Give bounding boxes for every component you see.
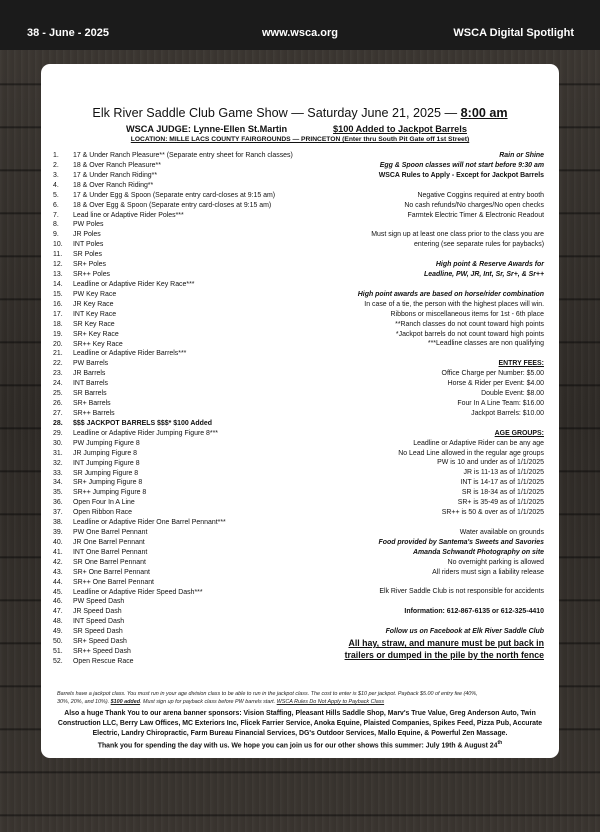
- class-number: 26.: [53, 400, 63, 408]
- show-title: Elk River Saddle Club Game Show — Saturday June 21, 2025 — 8:00 am: [92, 106, 508, 120]
- class-name: SR Speed Dash: [73, 628, 123, 636]
- show-flyer: [41, 64, 559, 758]
- class-number: 37.: [53, 509, 63, 517]
- class-number: 1.: [53, 152, 59, 159]
- class-name: Leadline or Adaptive Rider Speed Dash***: [73, 588, 203, 596]
- class-name: SR++ Speed Dash: [73, 648, 131, 656]
- class-number: 12.: [53, 261, 63, 269]
- entry-fees-heading: ENTRY FEES:: [498, 360, 544, 368]
- closing-thanks: Thank you for spending the day with us. We hope you can join us for our other shows this summer: July 19th & August 24th: [97, 740, 503, 750]
- fee-line: Office Charge per Number: $5.00: [441, 370, 544, 378]
- publication-name: WSCA Digital Spotlight: [453, 27, 574, 39]
- class-name: PW Key Race: [73, 290, 117, 298]
- fee-line: Four In A Line Team: $16.00: [457, 399, 544, 407]
- liability-note: Elk River Saddle Club is not responsible for accidents: [379, 588, 544, 596]
- food-note: Food provided by Santema's Sweets and Savories: [378, 538, 544, 546]
- class-name: Open Four In A Line: [73, 499, 135, 507]
- class-name: INT Poles: [73, 241, 104, 249]
- age-line: PW is 10 and under as of 1/1/2025: [437, 459, 544, 467]
- class-name: PW Jumping Figure 8: [73, 439, 140, 447]
- class-number: 50.: [53, 638, 63, 646]
- class-number: 41.: [53, 548, 63, 556]
- class-name: SR+ One Barrel Pennant: [73, 568, 150, 576]
- class-number: 15.: [53, 290, 63, 298]
- sponsors-thanks: Also a huge Thank You to our arena banner sponsors: Vision Staffing, Pleasant Hills Saddle Shop, Marv's True Value, Greg Anderson Auto, Twin Construction LLC, Berry Law Offices, MC Exteriors Inc, Flicek Farrier Service, Anoka Equine, Plaisted Companies, Spikes Feed, Pizza Pub, Accurate Electric, Landry Chiropractic, Farm Bureau Financial Services, DG's Outdoor Services, Mallo Equine, & Powerful Zen Massage.: [57, 710, 543, 738]
- egg-spoon-note: Egg & Spoon classes will not start before 9:30 am: [379, 161, 544, 169]
- hay-note-2: trailers or dumped in the pile by the north fence: [344, 650, 544, 661]
- class-number: 19.: [53, 330, 63, 338]
- photo-note: Amanda Schwandt Photography on site: [412, 548, 544, 556]
- jackpot-note: *Jackpot barrels do not count toward high points: [395, 330, 544, 338]
- class-number: 14.: [53, 280, 63, 288]
- jackpot-fine-print: Barrels have a jackpot class. You must run in your age division class to be able to run in the jackpot class. The cost to enter is $10 per jackpot. Payback $5.00 of entry fee (40%, 30%, 20%, and 10%). $100 added. Must sign up for payback class before PW barrels start. WSCA Rules Do Not Apply to Payback Class: [57, 691, 478, 705]
- facebook-note: Follow us on Facebook at Elk River Saddle Club: [385, 628, 544, 636]
- class-number: 30.: [53, 439, 63, 447]
- class-number: 43.: [53, 568, 63, 576]
- class-number: 3.: [53, 171, 59, 179]
- class-name: Leadline or Adaptive Rider Key Race***: [73, 280, 195, 288]
- class-number: 32.: [53, 459, 63, 467]
- class-number: 27.: [53, 409, 63, 417]
- class-name: JR Poles: [73, 231, 101, 239]
- hay-note-1: All hay, straw, and manure must be put back in: [348, 638, 544, 649]
- class-number: 47.: [53, 608, 63, 616]
- parking-note: No overnight parking is allowed: [447, 558, 544, 566]
- class-number: 10.: [53, 241, 63, 249]
- class-number: 22.: [53, 360, 63, 368]
- class-number: 28.: [53, 419, 63, 427]
- class-number: 39.: [53, 529, 63, 537]
- class-number: 5.: [53, 191, 59, 199]
- class-number: 8.: [53, 221, 59, 229]
- show-time: 8:00 am: [460, 106, 508, 120]
- refund-note: No cash refunds/No charges/No open checks: [404, 201, 544, 209]
- class-number: 46.: [53, 598, 63, 606]
- location: LOCATION: MILLE LACS COUNTY FAIRGROUNDS — PRINCETON (Enter thru South Pit Gate off 1st Street): [130, 136, 470, 143]
- class-number: 17.: [53, 310, 63, 318]
- fee-line: Horse & Rider per Event: $4.00: [447, 380, 544, 388]
- age-line: JR is 11-13 as of 1/1/2025: [463, 469, 544, 477]
- rain-note: Rain or Shine: [499, 152, 544, 159]
- coggins-note: Negative Coggins required at entry booth: [417, 191, 544, 199]
- show-info: [284, 151, 544, 661]
- age-line: SR+ is 35-49 as of 1/1/2025: [457, 499, 544, 507]
- class-number: 13.: [53, 271, 63, 279]
- fee-line: Jackpot Barrels: $10.00: [471, 409, 544, 417]
- class-number: 21.: [53, 350, 63, 358]
- water-note: Water available on grounds: [459, 528, 544, 536]
- page-number-date: 38 - June - 2025: [27, 27, 109, 39]
- class-name: INT Jumping Figure 8: [73, 459, 140, 467]
- class-name: INT Barrels: [73, 380, 108, 388]
- class-name: SR One Barrel Pennant: [73, 558, 146, 566]
- class-name: SR+ Speed Dash: [73, 638, 127, 646]
- class-number: 25.: [53, 390, 63, 398]
- site-url: www.wsca.org: [261, 27, 338, 39]
- class-name: 17 & Under Ranch Riding**: [73, 171, 158, 179]
- class-name: SR Key Race: [73, 320, 115, 328]
- age-line: Leadline or Adaptive Rider can be any age: [413, 439, 544, 447]
- class-name: SR Poles: [73, 251, 102, 259]
- timer-note: Farmtek Electric Timer & Electronic Readout: [407, 211, 544, 219]
- class-name: SR++ Barrels: [73, 409, 115, 417]
- class-name: SR+ Barrels: [73, 400, 111, 408]
- class-name: Open Ribbon Race: [73, 509, 133, 517]
- class-number: 9.: [53, 231, 59, 239]
- class-name: SR Jumping Figure 8: [73, 469, 139, 477]
- class-name: SR++ Jumping Figure 8: [73, 489, 147, 497]
- class-number: 18.: [53, 320, 63, 328]
- class-name: Leadline or Adaptive Rider One Barrel Pennant***: [73, 519, 226, 527]
- class-name: SR+ Poles: [73, 261, 106, 269]
- class-name: PW Poles: [73, 221, 104, 229]
- class-number: 34.: [53, 479, 63, 487]
- class-name: SR Barrels: [73, 390, 107, 398]
- class-number: 49.: [53, 628, 63, 636]
- page-header: [0, 0, 600, 50]
- class-name: JR Barrels: [73, 370, 106, 378]
- class-number: 4.: [53, 181, 59, 189]
- class-number: 33.: [53, 469, 63, 477]
- class-name: INT One Barrel Pennant: [73, 548, 148, 556]
- class-number: 51.: [53, 648, 63, 656]
- class-number: 44.: [53, 578, 63, 586]
- fee-line: Double Event: $8.00: [481, 390, 544, 398]
- highpoint-note-1: High point & Reserve Awards for: [435, 261, 544, 269]
- class-name: Open Rescue Race: [73, 658, 134, 666]
- rules-note: WSCA Rules to Apply - Except for Jackpot Barrels: [378, 171, 544, 179]
- added-money: $100 Added to Jackpot Barrels: [333, 124, 467, 134]
- class-name: JR Jumping Figure 8: [73, 449, 138, 457]
- class-number: 24.: [53, 380, 63, 388]
- class-number: 35.: [53, 489, 63, 497]
- class-name: 18 & Over Ranch Pleasure**: [73, 161, 161, 169]
- class-name: PW One Barrel Pennant: [73, 529, 148, 537]
- class-name: Leadline or Adaptive Rider Jumping Figure 8***: [73, 429, 219, 437]
- age-line: No Lead Line allowed in the regular age groups: [398, 449, 544, 457]
- class-name: PW Speed Dash: [73, 598, 125, 606]
- ranch-note: **Ranch classes do not count toward high points: [395, 320, 544, 328]
- class-number: 45.: [53, 588, 63, 596]
- class-name: 18 & Over Ranch Riding**: [73, 181, 154, 189]
- class-number: 31.: [53, 449, 63, 457]
- class-name: SR+ Jumping Figure 8: [73, 479, 143, 487]
- ribbons-note: Ribbons or miscellaneous items for 1st - 6th place: [390, 310, 544, 318]
- class-number: 40.: [53, 538, 63, 546]
- waiver-note: All riders must sign a liability release: [432, 568, 544, 576]
- tie-note: In case of a tie, the person with the highest places will win.: [364, 300, 544, 308]
- class-number: 20.: [53, 340, 63, 348]
- class-number: 36.: [53, 499, 63, 507]
- judge-name: WSCA JUDGE: Lynne-Ellen St.Martin: [126, 124, 288, 134]
- class-name: $$$ JACKPOT BARRELS $$$* $100 Added: [73, 419, 212, 427]
- signup-note-2: entering (see separate rules for paybacks): [414, 241, 544, 249]
- age-line: INT is 14-17 as of 1/1/2025: [460, 479, 544, 487]
- signup-note-1: Must sign up at least one class prior to the class you are: [371, 231, 544, 239]
- class-number: 23.: [53, 370, 63, 378]
- class-name: INT Key Race: [73, 310, 117, 318]
- class-name: Lead line or Adaptive Rider Poles***: [73, 211, 184, 219]
- highpoint-note-3: High point awards are based on horse/rider combination: [357, 290, 544, 298]
- class-number: 11.: [53, 251, 63, 259]
- class-number: 38.: [53, 519, 63, 527]
- class-name: SR++ Key Race: [73, 340, 123, 348]
- class-name: 17 & Under Egg & Spoon (Separate entry card-closes at 9:15 am): [73, 191, 276, 199]
- age-line: SR++ is 50 & over as of 1/1/2025: [441, 509, 544, 517]
- class-number: 42.: [53, 558, 63, 566]
- class-number: 48.: [53, 618, 63, 626]
- class-number: 2.: [53, 161, 59, 169]
- class-name: SR++ Poles: [73, 271, 111, 279]
- class-name: Leadline or Adaptive Rider Barrels***: [73, 350, 187, 358]
- class-name: SR++ One Barrel Pennant: [73, 578, 154, 586]
- highpoint-note-2: Leadline, PW, JR, Int, Sr, Sr+, & Sr++: [424, 271, 544, 279]
- class-name: 17 & Under Ranch Pleasure** (Separate entry sheet for Ranch classes): [73, 152, 293, 159]
- class-name: INT Speed Dash: [73, 618, 125, 626]
- class-name: SR+ Key Race: [73, 330, 119, 338]
- class-number: 52.: [53, 658, 63, 666]
- class-name: JR Speed Dash: [73, 608, 122, 616]
- class-number: 7.: [53, 211, 59, 219]
- class-number: 16.: [53, 300, 63, 308]
- class-number: 29.: [53, 429, 63, 437]
- class-name: PW Barrels: [73, 360, 109, 368]
- age-line: SR is 18-34 as of 1/1/2025: [461, 489, 544, 497]
- info-contact: Information: 612-867-6135 or 612-325-4410: [404, 608, 544, 616]
- class-number: 6.: [53, 201, 59, 209]
- class-name: 18 & Over Egg & Spoon (Separate entry card-closes at 9:15 am): [73, 201, 272, 209]
- class-name: JR Key Race: [73, 300, 114, 308]
- class-name: JR One Barrel Pennant: [73, 538, 145, 546]
- age-groups-heading: AGE GROUPS:: [494, 429, 544, 437]
- leadline-note: ***Leadline classes are non qualifying: [427, 340, 544, 348]
